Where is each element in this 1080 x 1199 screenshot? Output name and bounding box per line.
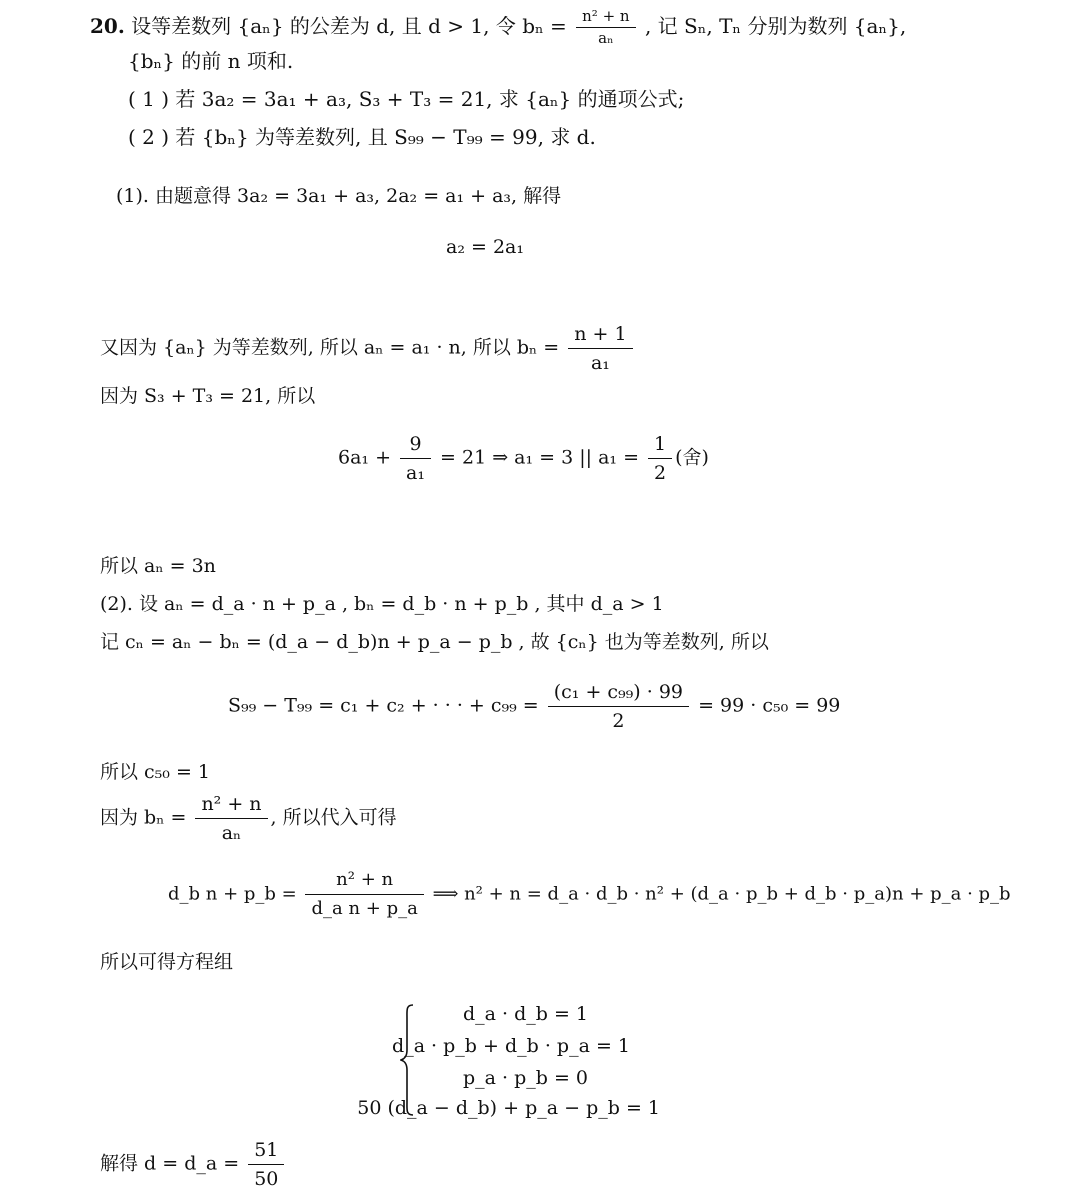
solution-step-4: 所以 aₙ = 3n [100, 555, 216, 577]
solution-step-3: 因为 S₃ + T₃ = 21, 所以 [100, 385, 316, 407]
fraction-denominator: a₁ [406, 462, 425, 484]
solution-step-2 [100, 322, 636, 375]
solution-step-7: 所以 c₅₀ = 1 [100, 761, 211, 783]
problem-part-1: ( 1 ) 若 3a₂ = 3a₁ + a₃, S₃ + T₃ = 21, 求 {aₙ} 的通项公式; [128, 87, 685, 111]
fraction-denominator: d_a n + p_a [311, 898, 418, 919]
problem-text-1a: 设等差数列 {aₙ} 的公差为 d, 且 d > 1, 令 bₙ = [131, 14, 567, 38]
equation-text: S₉₉ − T₉₉ = c₁ + c₂ + · · · + c₉₉ = [228, 694, 539, 717]
problem-line-1 [90, 8, 906, 47]
solution-text: 又因为 {aₙ} 为等差数列, 所以 aₙ = a₁ · n, 所以 bₙ = [100, 336, 560, 359]
problem-text-1b: , 记 Sₙ, Tₙ 分别为数列 {aₙ}, [644, 14, 907, 38]
fraction-n2n [305, 868, 423, 921]
problem-part-2: ( 2 ) 若 {bₙ} 为等差数列, 且 S₉₉ − T₉₉ = 99, 求 d. [128, 125, 596, 149]
solution-text: 因为 bₙ = [100, 806, 187, 829]
fraction-denominator: a₁ [590, 352, 610, 374]
fraction-9-over-a1 [400, 432, 431, 485]
equation-a1 [338, 432, 709, 485]
equation-a2: a₂ = 2a₁ [446, 236, 524, 258]
fraction-numerator: (c₁ + c₉₉) · 99 [548, 680, 689, 707]
fraction-denominator: 50 [254, 1168, 279, 1190]
solution-final [100, 1138, 287, 1191]
fraction-bn-def [576, 8, 635, 47]
fraction-51-50 [248, 1138, 284, 1191]
fraction-bn [195, 792, 267, 845]
equation-text: = 21 ⇒ a₁ = 3 || a₁ = [440, 446, 639, 469]
fraction-denominator: 2 [654, 462, 667, 484]
system-row: 50 (d_a − d_b) + p_a − p_b = 1 [357, 1097, 660, 1119]
fraction-sum [548, 680, 689, 733]
equation-system [357, 1000, 660, 1122]
equation-s99 [228, 680, 840, 733]
equation-text: ⟹ n² + n = d_a · d_b · n² + (d_a · p_b + d_b · p_a)n + p_a · p_b [432, 883, 1011, 905]
equation-text: d_b n + p_b = [168, 883, 297, 905]
fraction-numerator: n + 1 [568, 322, 632, 349]
system-row: d_a · p_b + d_b · p_a = 1 [392, 1035, 630, 1057]
fraction-numerator: n² + n [195, 792, 267, 819]
problem-line-2: {bₙ} 的前 n 项和. [128, 49, 294, 73]
fraction-numerator: 9 [400, 432, 431, 459]
fraction-one-half [648, 432, 672, 485]
fraction-denominator: aₙ [221, 822, 242, 844]
fraction-bn [568, 322, 632, 375]
solution-step-9: 所以可得方程组 [100, 951, 234, 973]
solution-step-5: (2). 设 aₙ = d_a · n + p_a , bₙ = d_b · n + p_b , 其中 d_a > 1 [100, 593, 664, 615]
fraction-numerator: 1 [648, 432, 672, 459]
fraction-numerator: n² + n [305, 868, 423, 895]
fraction-denominator: aₙ [598, 29, 614, 47]
problem-number: 20. [90, 14, 125, 38]
solution-text: , 所以代入可得 [270, 806, 397, 829]
fraction-numerator: 51 [248, 1138, 284, 1165]
system-row: d_a · d_b = 1 [462, 1003, 588, 1025]
system-row: p_a · p_b = 0 [462, 1067, 588, 1089]
equation-text: (舍) [675, 446, 709, 469]
fraction-denominator: 2 [612, 710, 625, 732]
equation-expand [168, 868, 1011, 921]
equation-text: = 99 · c₅₀ = 99 [698, 694, 841, 717]
solution-step-1: (1). 由题意得 3a₂ = 3a₁ + a₃, 2a₂ = a₁ + a₃, 解得 [116, 185, 562, 207]
fraction-numerator: n² + n [576, 8, 635, 28]
solution-step-6: 记 cₙ = aₙ − bₙ = (d_a − d_b)n + p_a − p_b , 故 {cₙ} 也为等差数列, 所以 [100, 631, 769, 653]
equation-text: 6a₁ + [338, 446, 391, 469]
solution-text: 解得 d = d_a = [100, 1152, 240, 1175]
solution-step-8 [100, 792, 397, 845]
